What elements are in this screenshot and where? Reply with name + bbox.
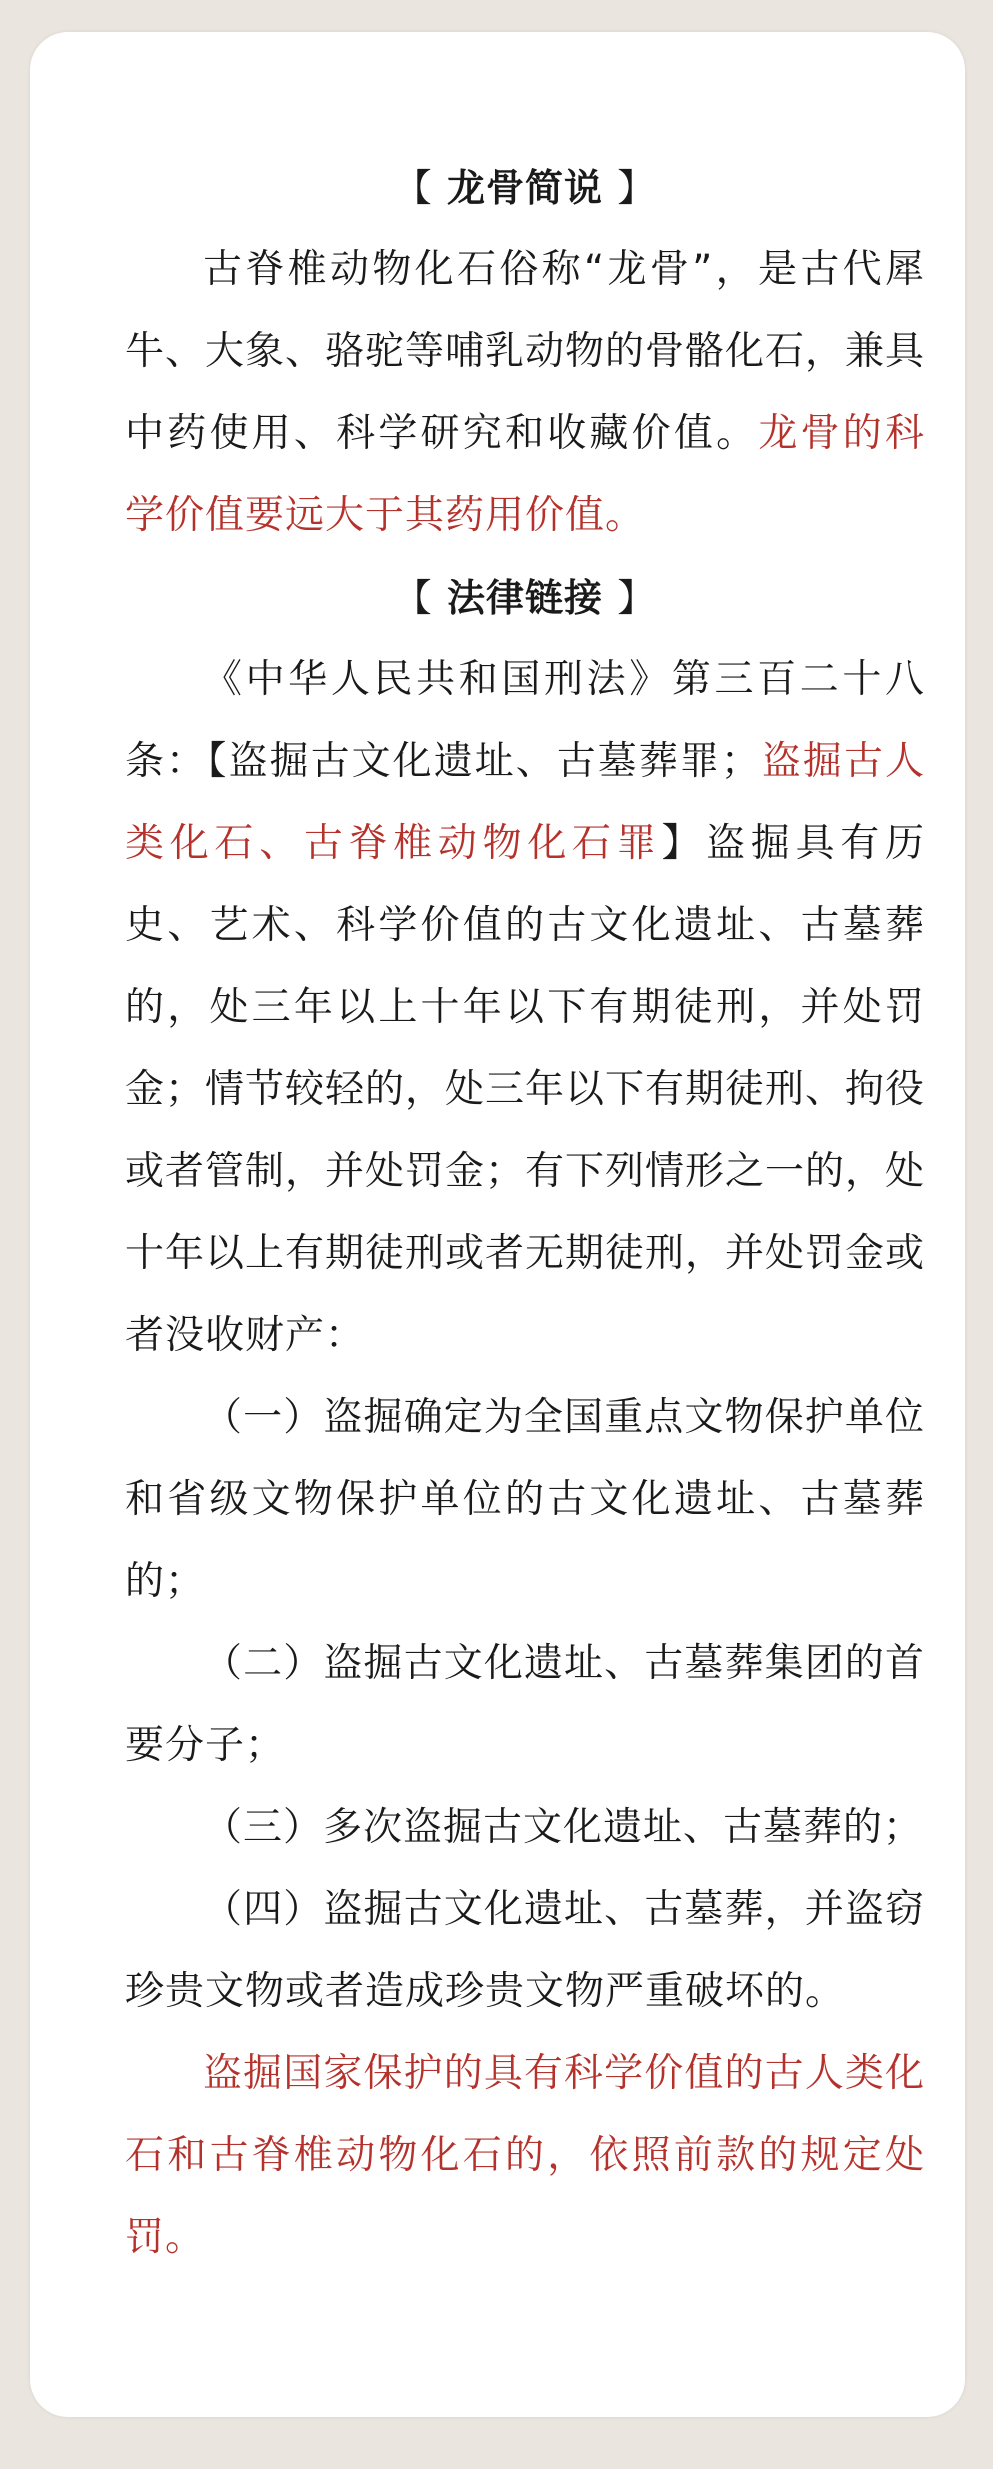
law-item: （一）盗掘确定为全国重点文物保护单位和省级文物保护单位的古文化遗址、古墓葬的； [125,1395,925,1604]
heading-bracket-open: 【 [393,576,433,620]
article-content [125,147,925,2279]
law-item: （三）多次盗掘古文化遗址、古墓葬的； [203,1805,924,1850]
heading-bracket-open: 【 [393,166,433,210]
dragon-bone-text: 古脊椎动物化石俗称“龙骨”，是古代犀牛、大象、骆驼等哺乳动物的骨骼化石，兼具中药使用、科学研究和收藏价值。 [125,247,926,456]
dragon-bone-highlight: 龙骨的科学价值要远大于其药用价值。 [125,411,925,538]
heading-bracket-close: 】 [617,166,657,210]
section-heading-legal-link [125,557,925,639]
heading-text: 法律链接 [446,576,603,620]
law-article-paragraph [125,639,925,1377]
law-item: （二）盗掘古文化遗址、古墓葬集团的首要分子； [125,1641,925,1768]
law-intro-text: 《中华人民共和国刑法》第三百二十八条：【盗掘古文化遗址、古墓葬罪； [125,657,925,784]
law-crime-highlight: 盗掘古人类化石、古脊椎动物化石罪 [125,739,925,866]
law-closing-highlight: 盗掘国家保护的具有科学价值的古人类化石和古脊椎动物化石的，依照前款的规定处罚。 [125,2051,925,2260]
law-item: （四）盗掘古文化遗址、古墓葬，并盗窃珍贵文物或者造成珍贵文物严重破坏的。 [125,1887,925,2014]
article-card [30,32,965,2417]
heading-text: 龙骨简说 [446,166,603,210]
dragon-bone-paragraph [125,229,925,557]
law-body-text: 】盗掘具有历史、艺术、科学价值的古文化遗址、古墓葬的，处三年以上十年以下有期徒刑，并处罚金；情节较轻的，处三年以下有期徒刑、拘役或者管制，并处罚金；有下列情形之一的，处十年以上有期徒刑或者无期徒刑，并处罚金或者没收财产： [125,821,926,1358]
section-heading-dragon-bone [125,147,925,229]
heading-bracket-close: 】 [617,576,657,620]
